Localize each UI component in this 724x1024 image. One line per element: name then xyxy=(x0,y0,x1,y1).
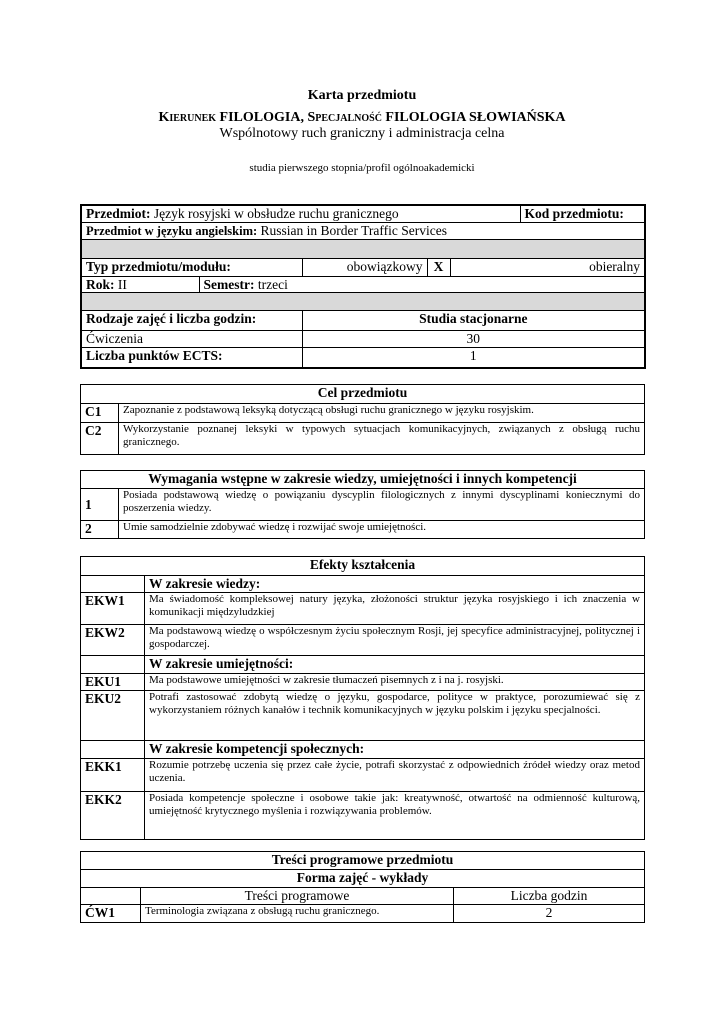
cel-text: Zapoznanie z podstawową leksyką dotyczącą obsługi ruchu granicznego w języku rosyjskim. xyxy=(119,404,645,423)
selected-mark: X xyxy=(427,258,450,276)
semestr-cell xyxy=(199,276,645,293)
rodzaje-zajec-label: Rodzaje zajęć i liczba godzin: xyxy=(81,311,302,331)
efekt-text: Rozumie potrzebę uczenia się przez całe życie, potrafi skorzystać z odpowiednich źródeł wiedzy oraz metod uczenia. xyxy=(145,759,645,792)
efekt-code: EKW1 xyxy=(81,593,145,625)
tresci-table xyxy=(80,851,645,923)
efekt-code: EKU1 xyxy=(81,674,145,691)
rok-cell xyxy=(81,276,199,293)
wymagania-text: Posiada podstawową wiedzę o powiązaniu dyscyplin filologicznych z innymi dyscyplinami koniecznymi do poszerzenia wiedzy. xyxy=(119,489,645,521)
cel-code: C1 xyxy=(81,404,119,423)
godziny-column-header: Liczba godzin xyxy=(454,888,645,905)
empty-cell xyxy=(81,888,141,905)
efekt-text: Ma podstawowe umiejętności w zakresie tłumaczeń pisemnych z i na j. rosyjski. xyxy=(145,674,645,691)
umiejetnosci-header: W zakresie umiejętności: xyxy=(145,656,645,674)
subject-info-table xyxy=(80,204,646,369)
cwiczenia-hours: 30 xyxy=(302,331,645,348)
ects-label: Liczba punktów ECTS: xyxy=(81,348,302,368)
field-of-study xyxy=(0,111,724,125)
studia-stacjonarne-label: Studia stacjonarne xyxy=(302,311,645,331)
cel-code: C2 xyxy=(81,423,119,455)
cel-title: Cel przedmiotu xyxy=(81,385,645,404)
kompetencje-header: W zakresie kompetencji społecznych: xyxy=(145,741,645,759)
tresci-text: Terminologia związana z obsługą ruchu granicznego. xyxy=(141,905,454,923)
tresci-column-header: Treści programowe xyxy=(141,888,454,905)
specialization-subtitle: Wspólnotowy ruch graniczny i administracja celna xyxy=(219,126,505,141)
semestr-label: Semestr: xyxy=(203,276,255,292)
empty-cell xyxy=(81,656,145,674)
cel-przedmiotu-table xyxy=(80,384,645,455)
przedmiot-cell xyxy=(81,205,520,222)
gray-separator xyxy=(81,239,645,258)
specjalnosc-label: Specjalność xyxy=(307,110,382,125)
specjalnosc-value: FILOLOGIA SŁOWIAŃSKA xyxy=(385,110,566,125)
semestr-value: trzeci xyxy=(257,276,288,292)
obieralny-label: obieralny xyxy=(450,258,645,276)
tresci-hours: 2 xyxy=(454,905,645,923)
efekt-code: EKK1 xyxy=(81,759,145,792)
wymagania-code: 1 xyxy=(81,489,119,521)
efekt-text: Ma podstawową wiedzę o współczesnym życiu społecznym Rosji, jej specyfice administracyjnej, politycznej i gospodarczej. xyxy=(145,625,645,656)
forma-zajec: Forma zajęć - wykłady xyxy=(81,870,645,888)
wiedza-header: W zakresie wiedzy: xyxy=(145,576,645,593)
efekt-text: Posiada kompetencje społeczne i osobowe takie jak: kreatywność, otwartość na odmienność kulturową, umiejętność krytycznego myślenia i rozwiązywania problemów. xyxy=(145,792,645,840)
efekt-code: EKK2 xyxy=(81,792,145,840)
tresci-code: ĆW1 xyxy=(81,905,141,923)
cwiczenia-label: Ćwiczenia xyxy=(81,331,302,348)
typ-przedmiotu-label: Typ przedmiotu/modułu: xyxy=(81,258,302,276)
kod-przedmiotu-label: Kod przedmiotu: xyxy=(520,205,645,222)
wymagania-title: Wymagania wstępne w zakresie wiedzy, umiejętności i innych kompetencji xyxy=(81,471,645,489)
efekt-text: Ma świadomość kompleksowej natury języka, złożoności struktur języka rosyjskiego i ich znaczenia w komunikacji międzyludzkiej xyxy=(145,593,645,625)
kierunek-label: Kierunek xyxy=(158,110,217,125)
cel-text: Wykorzystanie poznanej leksyki w typowych sytuacjach komunikacyjnych, związanych z obsługą ruchu granicznego. xyxy=(119,423,645,455)
english-name-label: Przedmiot w języku angielskim: xyxy=(86,223,258,238)
rok-label: Rok: xyxy=(86,276,115,292)
kierunek-value: FILOLOGIA, xyxy=(219,110,304,125)
empty-cell xyxy=(81,741,145,759)
english-name-cell xyxy=(81,222,645,239)
przedmiot-label: Przedmiot: xyxy=(86,206,151,221)
gray-separator xyxy=(81,293,645,311)
obowiazkowy-label: obowiązkowy xyxy=(302,258,427,276)
rok-value: II xyxy=(117,276,127,292)
document-title: Karta przedmiotu xyxy=(307,88,417,103)
ects-value: 1 xyxy=(302,348,645,368)
efekt-text: Potrafi zastosować zdobytą wiedzę o języku, gospodarce, polityce w praktyce, porozumiewać się z wykorzystaniem różnych kanałów i technik komunikacyjnych w języku polskim i języku specjalności. xyxy=(145,691,645,741)
efekt-code: EKW2 xyxy=(81,625,145,656)
empty-cell xyxy=(81,576,145,593)
wymagania-text: Umie samodzielnie zdobywać wiedzę i rozwijać swoje umiejętności. xyxy=(119,521,645,539)
english-name-value: Russian in Border Traffic Services xyxy=(260,222,448,238)
przedmiot-value: Język rosyjski w obsłudze ruchu granicznego xyxy=(153,206,399,221)
efekty-table xyxy=(80,556,645,840)
efekty-title: Efekty kształcenia xyxy=(81,557,645,576)
wymagania-table xyxy=(80,470,645,539)
wymagania-code: 2 xyxy=(81,521,119,539)
efekt-code: EKU2 xyxy=(81,691,145,741)
tresci-title: Treści programowe przedmiotu xyxy=(81,852,645,870)
study-type: studia pierwszego stopnia/profil ogólnoakademicki xyxy=(249,162,475,174)
